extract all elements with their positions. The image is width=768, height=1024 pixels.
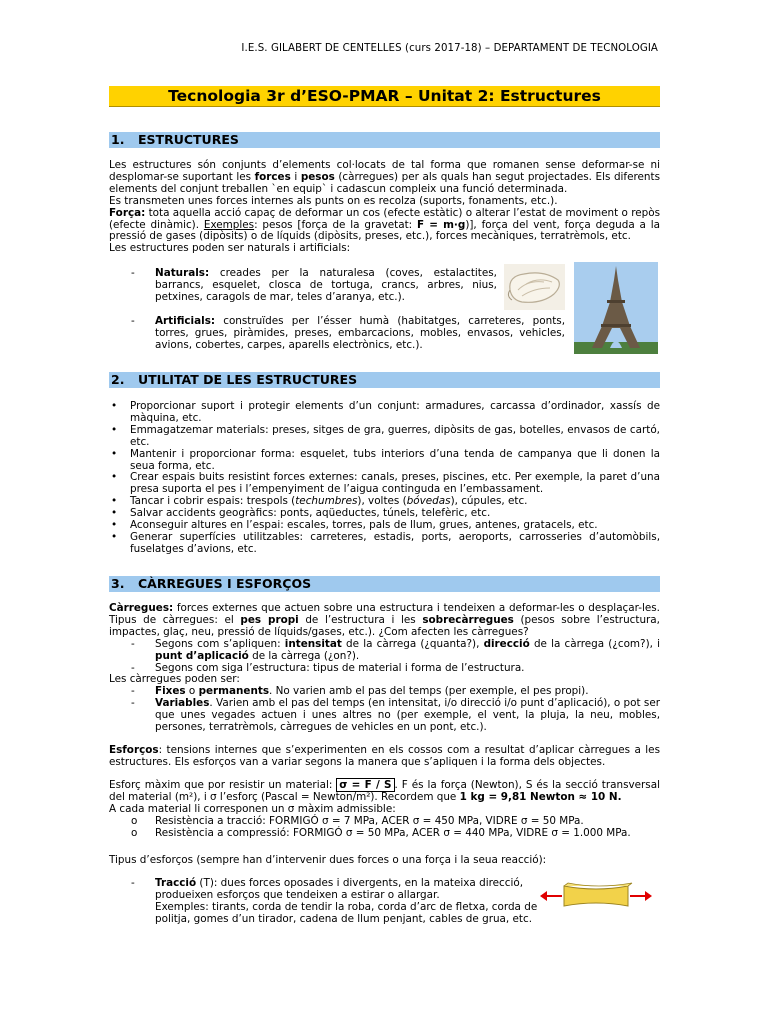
list-item: - Fixes o permanents. No varien amb el pas del temps (per exemple, el pes propi).: [131, 685, 589, 698]
paragraph: Exemples: tirants, corda de tendir la roba, corda d’arc de fletxa, corda de politja, gomes d’un tirador, cadena de llum penjant, cables de grua, etc.: [155, 901, 538, 925]
traction-item: [109, 878, 535, 902]
list-item: • Emmagatzemar materials: preses, sitges de gra, guerres, dipòsits de gas, botelles, envasos de cartó, etc.: [111, 423, 660, 448]
list-item: • Mantenir i proporcionar forma: esquelet, tubs interiors d’una tenda de campanya que li donen la seua forma, etc.: [111, 447, 660, 472]
section-3-stresses: [109, 745, 660, 769]
seashell-image: [504, 264, 565, 310]
paragraph: A cada material li corresponen un σ màxim admissible:: [109, 802, 396, 815]
list-item: • Tancar i cobrir espais: trespols (techumbres), voltes (bóvedas), cúpules, etc.: [111, 495, 528, 508]
paragraph: Tipus d’esforços (sempre han d’intervenir dues forces o una força i la seua reacció):: [109, 854, 547, 866]
paragraph: Les estructures poden ser naturals i artificials:: [109, 242, 351, 255]
section-1-intro: [109, 160, 660, 255]
list-item: - Segons com siga l’estructura: tipus de material i forma de l’estructura.: [131, 661, 525, 674]
paragraph: Càrregues: forces externes que actuen sobre una estructura i tendeixen a deformar-les o desplaçar-les. Tipus de càrregues: el pes propi de l’estructura i les sobrecàrregues (pesos sobre l’estructura, impactes, glaç, neu, pressió de líquids/gases, etc.). ¿Com afecten les càrregues?: [109, 602, 660, 638]
section-3-loads: [109, 603, 660, 734]
document-title: Tecnologia 3r d’ESO-PMAR – Unitat 2: Estructures: [109, 86, 660, 107]
section-3-types-intro: [109, 855, 660, 867]
section-number: 3.: [111, 576, 125, 591]
section-number: 1.: [111, 132, 125, 147]
traction-examples: [155, 902, 555, 926]
list-item: • Salvar accidents geogràfics: ponts, aqüeductes, túnels, telefèric, etc.: [111, 507, 491, 520]
section-2-list: [109, 401, 660, 556]
section-title: CÀRREGUES I ESFORÇOS: [138, 576, 312, 591]
list-item: - Tracció (T): dues forces oposades i divergents, en la mateixa direcció, produeixen esforços que tendeixen a estirar o allargar.: [131, 877, 523, 901]
paragraph: Es transmeten unes forces internes als punts on es recolza (suports, fonaments, etc.).: [109, 194, 558, 207]
section-3-max-stress: [109, 780, 660, 840]
page-header: I.E.S. GILABERT DE CENTELLES (curs 2017-18) – DEPARTAMENT DE TECNOLOGIA: [241, 43, 658, 54]
section-heading-2: [109, 372, 660, 388]
list-item: - Segons com s’apliquen: intensitat de la càrrega (¿quanta?), direcció de la càrrega (¿com?), i punt d’aplicació de la càrrega (¿on?).: [131, 637, 660, 662]
section-heading-1: [109, 132, 660, 148]
section-number: 2.: [111, 372, 125, 387]
section-title: ESTRUCTURES: [138, 132, 239, 147]
paragraph: Esforç màxim que por resistir un material: σ = F / S . F és la força (Newton), S és la secció transversal del material (m²), i σ l’esforç (Pascal = Newton/m²). Recordem que 1 kg = 9,81 Newton ≈ 10 N.: [109, 779, 660, 803]
list-item: o Resistència a compressió: FORMIGÓ σ = 50 MPa, ACER σ = 440 MPa, VIDRE σ = 1.000 MPa.: [131, 826, 631, 839]
artificials-item: [109, 316, 565, 352]
paragraph: Força: tota aquella acció capaç de deformar un cos (efecte estàtic) o alterar l’estat de moviment o repòs (efecte dinàmic). Exemples: pesos [força de la gravetat: F = m·g)], força del vent, força deguda a la pressió de gases (dipòsits) o de líquids (dipòsits, preses, etc.), forces mecàniques, terratrèmols, etc.: [109, 206, 661, 243]
section-heading-3: [109, 576, 660, 592]
list-item: o Resistència a tracció: FORMIGÓ σ = 7 MPa, ACER σ = 450 MPa, VIDRE σ = 50 MPa.: [131, 814, 584, 827]
formula-box: σ = F / S: [336, 778, 394, 792]
list-item: • Proporcionar suport i protegir elements d’un conjunt: armadures, carcassa d’ordinador, xassís de màquina, etc.: [111, 400, 660, 424]
paragraph: Les càrregues poden ser:: [109, 673, 240, 686]
section-title: UTILITAT DE LES ESTRUCTURES: [138, 372, 358, 387]
list-item: - Naturals: creades per la naturalesa (coves, estalactites, barrancs, esquelet, closca de tortuga, crancs, arbres, nius, petxines, caragols de mar, teles d’aranya, etc.).: [131, 267, 497, 303]
paragraph: Les estructures són conjunts d’elements col·locats de tal forma que romanen sense deformar-se ni desplomar-se suportant les forces i pesos (càrregues) per als quals han segut projectades. Els diferents elements del conjunt treballen `en equip` i cadascun compleix una funció determinada.: [109, 159, 660, 195]
list-item: - Artificials: construïdes per l’ésser humà (habitatges, carreteres, ponts, torres, grues, piràmides, preses, embarcacions, mobles, envasos, vehicles, avions, cobertes, carpes, aparells electrònics, etc.).: [131, 315, 565, 351]
traction-beam-diagram: [536, 876, 656, 916]
list-item: • Generar superfícies utilitzables: carreteres, estadis, ports, aeroports, carrosseries d’automòbils, fuselatges d’avions, etc.: [111, 530, 660, 555]
list-item: • Aconseguir altures en l’espai: escales, torres, pals de llum, grues, antenes, gratacels, etc.: [111, 519, 598, 532]
list-item: - Variables. Varien amb el pas del temps (en intensitat, i/o direcció i/o punt d’aplicació), o pot ser que unes vegades actuen i unes altres no (per exemple, el vent, la pluja, la neu, mobles, persones, terratrèmols, càrregues de vehicles en un pont, etc.).: [131, 697, 660, 734]
eiffel-tower-image: [574, 262, 658, 354]
list-item: • Crear espais buits resistint forces externes: canals, preses, piscines, etc. Per exemple, la paret d’una presa suporta el pes i l’empenyiment de l’aigua continguda en l’embassament.: [111, 471, 660, 496]
naturals-item: [109, 268, 497, 304]
paragraph: Esforços: tensions internes que s’experimenten en els cossos com a resultat d’aplicar càrregues a les estructures. Els esforços van a variar segons la manera que s’apliquen i la forma dels objectes.: [109, 744, 660, 768]
